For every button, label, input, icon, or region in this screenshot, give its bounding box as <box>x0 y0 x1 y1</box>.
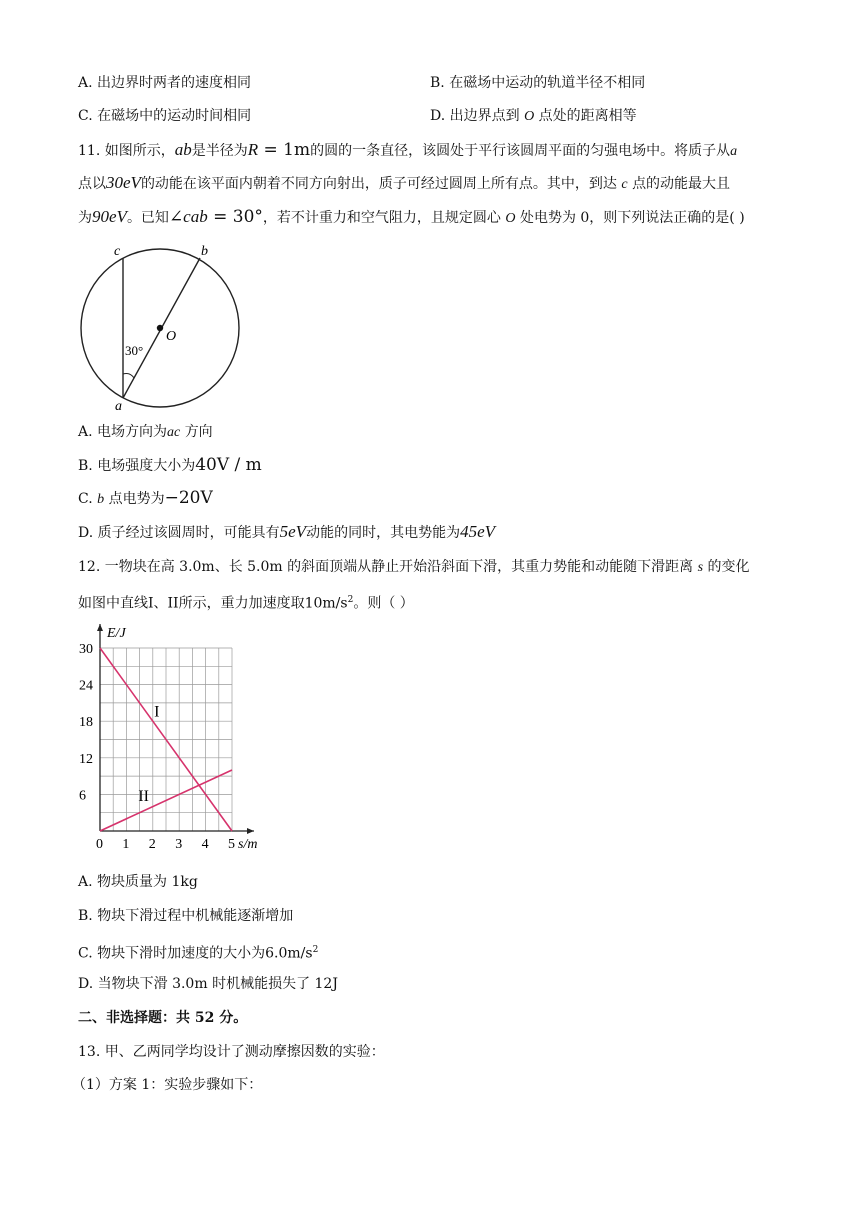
q12-option-d: D. 当物块下滑 3.0m 时机械能损失了 12J <box>78 976 338 992</box>
x-tick-label: 0 <box>96 837 103 852</box>
x-axis-label: s/m <box>238 837 258 852</box>
q13-line-2: （1）方案 1：实验步骤如下： <box>72 1077 263 1093</box>
q10-option-b: B. 在磁场中运动的轨道半径不相同 <box>430 75 646 91</box>
q11-option-b: B. 电场强度大小为40V / m <box>78 455 262 475</box>
q12-line-1: 12. 一物块在高 3.0m、长 5.0m 的斜面顶端从静止开始沿斜面下滑，其重力势能和动能随下滑距离 s 的变化 <box>78 559 750 575</box>
x-tick-label: 3 <box>175 837 183 852</box>
q11-line-1: 11. 如图所示，ab是半径为R = 1m的圆的一条直径，该圆处于平行该圆周平面的匀强电场中。将质子从a <box>78 140 738 160</box>
y-tick-label: 18 <box>79 715 93 731</box>
y-axis-arrow <box>97 624 103 631</box>
q11-circle-figure <box>70 238 250 414</box>
label-a: a <box>115 399 122 414</box>
y-tick-label: 12 <box>79 751 93 767</box>
q13-line-1: 13. 甲、乙两同学均设计了测动摩擦因数的实验： <box>78 1044 385 1060</box>
label-b: b <box>201 244 208 259</box>
label-c: c <box>114 244 121 259</box>
q12-option-c: C. 物块下滑时加速度的大小为$6.0m/s^2$ <box>78 945 319 962</box>
x-axis-arrow <box>247 828 254 834</box>
x-tick-label: 2 <box>148 837 156 852</box>
section-2-heading: 二、非选择题：共 52 分。 <box>78 1010 248 1026</box>
x-tick-label: 5 <box>228 837 235 852</box>
q11-line-2: 点以30eV的动能在该平面内朝着不同方向射出，质子可经过圆周上所有点。其中，到达 c 点的动能最大且 <box>78 173 731 192</box>
series-label-i: I <box>154 703 160 721</box>
x-tick-label: 4 <box>201 837 209 852</box>
energy-distance-chart <box>70 618 270 863</box>
angle-arc <box>123 374 134 379</box>
label-o: O <box>166 329 177 344</box>
q10-option-c: C. 在磁场中的运动时间相同 <box>78 108 252 124</box>
y-axis-label: E/J <box>107 626 126 641</box>
q12-option-a: A. 物块质量为 1kg <box>78 874 198 890</box>
q10-option-a: A. 出边界时两者的速度相同 <box>78 75 252 91</box>
center-dot <box>157 325 163 331</box>
q11-option-d: D. 质子经过该圆周时，可能具有5eV动能的同时，其电势能为45eV <box>78 522 496 541</box>
x-tick-label: 1 <box>122 837 130 852</box>
q12-option-b: B. 物块下滑过程中机械能逐渐增加 <box>78 908 294 924</box>
q12-line-2: 如图中直线I、II所示，重力加速度取$10m/s^2$。则（ ） <box>78 595 414 612</box>
q11-option-a: A. 电场方向为ac 方向 <box>78 424 213 440</box>
y-tick-label: 30 <box>79 642 93 657</box>
q11-option-c: C. b 点电势为−20V <box>78 488 213 508</box>
y-tick-label: 24 <box>79 678 93 694</box>
series-label-ii: II <box>138 788 149 806</box>
label-angle: 30° <box>125 343 144 358</box>
q11-line-3: 为90eV。已知∠cab = 30°，若不计重力和空气阻力，且规定圆心 O 处电势为 0，则下列说法正确的是( ) <box>78 207 745 227</box>
y-tick-label: 6 <box>79 788 86 804</box>
q10-option-d: D. 出边界点到 O 点处的距离相等 <box>430 108 637 124</box>
